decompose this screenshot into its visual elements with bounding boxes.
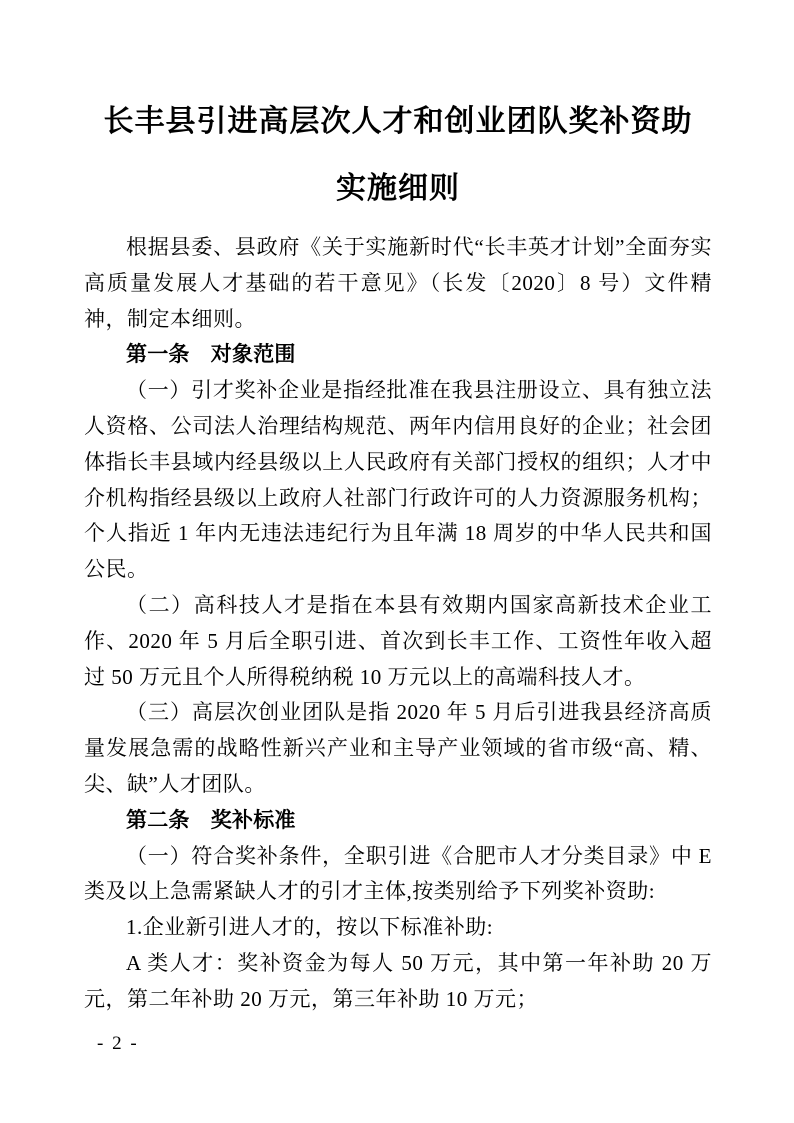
article-2-item-1-paragraph: 1.企业新引进人才的，按以下标准补助: — [126, 915, 494, 940]
article-1-clause-2-paragraph: （二）高科技人才是指在本县有效期内国家高新技术企业工作、2020 年 5 月后全职引进、首次到长丰工作、工资性年收入超过 50 万元且个人所得税纳税 10 万元以上的高端科技人才。 — [84, 592, 712, 689]
document-title-line-2: 实施细则 — [336, 172, 460, 205]
article-1-clause-3-paragraph: （三）高层次创业团队是指 2020 年 5 月后引进我县经济高质量发展急需的战略性新兴产业和主导产业领域的省市级“高、精、尖、缺”人才团队。 — [84, 700, 712, 796]
article-1-heading: 第一条 对象范围 — [126, 343, 296, 367]
document-body — [84, 230, 712, 1018]
page-number: - 2 - — [97, 1033, 139, 1054]
article-2-heading: 第二条 奖补标准 — [126, 808, 296, 832]
class-a-talent-paragraph: A 类人才：奖补资金为每人 50 万元，其中第一年补助 20 万元，第二年补助 20 万元，第三年补助 10 万元； — [84, 950, 712, 1011]
article-2-clause-1-paragraph: （一）符合奖补条件，全职引进《合肥市人才分类目录》中 E 类及以上急需紧缺人才的引才主体,按类别给予下列奖补资助: — [84, 843, 712, 904]
document-title — [84, 88, 712, 222]
document-title-line-1: 长丰县引进高层次人才和创业团队奖补资助 — [103, 105, 693, 138]
intro-paragraph: 根据县委、县政府《关于实施新时代“长丰英才计划”全面夯实高质量发展人才基础的若干意见》（长发〔2020〕8 号）文件精神，制定本细则。 — [84, 235, 712, 331]
article-1-clause-1-paragraph: （一）引才奖补企业是指经批准在我县注册设立、具有独立法人资格、公司法人治理结构规范、两年内信用良好的企业；社会团体指长丰县域内经县级以上人民政府有关部门授权的组织；人才中介机构指经县级以上政府人社部门行政许可的人力资源服务机构；个人指近 1 年内无违法违纪行为且年满 18 周岁的中华人民共和国公民。 — [84, 378, 712, 582]
